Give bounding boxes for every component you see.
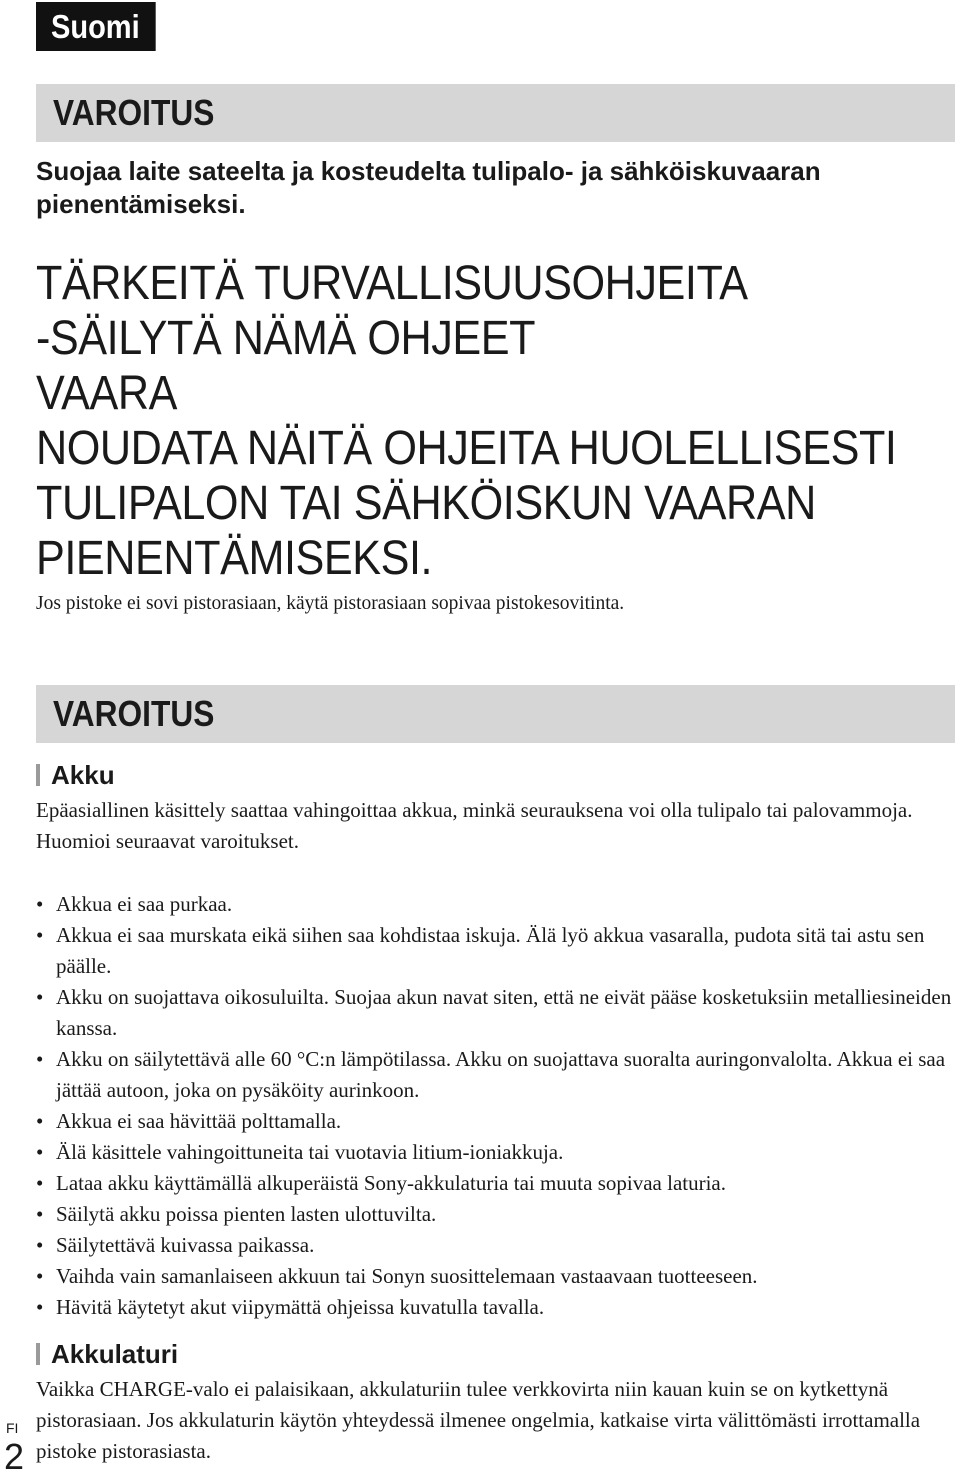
section-marker: [36, 1343, 40, 1365]
safety-heading-line: VAARA: [36, 367, 178, 420]
safety-instructions-heading: [36, 256, 956, 586]
charger-title: Akkulaturi: [51, 1338, 179, 1369]
safety-heading-line: NOUDATA NÄITÄ OHJEITA HUOLELLISESTI: [36, 422, 897, 475]
list-item: • Akkua ei saa hävittää polttamalla.: [36, 1106, 956, 1137]
safety-heading-line: TÄRKEITÄ TURVALLISUUSOHJEITA: [36, 257, 748, 310]
list-item: • Vaihda vain samanlaiseen akkuun tai Sonyn suosittelemaan vastaavaan tuotteeseen.: [36, 1261, 956, 1292]
language-tab: Suomi: [36, 2, 156, 51]
list-item: • Akkua ei saa murskata eikä siihen saa kohdistaa iskuja. Älä lyö akkua vasaralla, pudota sitä tai astu sen päälle.: [36, 920, 956, 982]
list-item: • Akku on säilytettävä alle 60 °C:n lämpötilassa. Akku on suojattava suoralta auringonvalolta. Akkua ei saa jättää autoon, joka on pysäköity aurinkoon.: [36, 1044, 956, 1106]
warning-banner: [36, 84, 955, 142]
plug-adapter-note: Jos pistoke ei sovi pistorasiaan, käytä pistorasiaan sopivaa pistokesovitinta.: [36, 593, 625, 614]
warning-heading: VAROITUS: [53, 693, 215, 734]
rain-warning-text: Suojaa laite sateelta ja kosteudelta tulipalo- ja sähköiskuvaaran pienentämiseksi.: [36, 156, 821, 219]
battery-section-heading: [36, 760, 115, 790]
battery-intro: Epäasiallinen käsittely saattaa vahingoittaa akkua, minkä seurauksena voi olla tulipalo tai palovammoja. Huomioi seuraavat varoitukset.: [36, 798, 913, 853]
safety-heading-line: PIENENTÄMISEKSI.: [36, 532, 433, 585]
list-item: • Säilytä akku poissa pienten lasten ulottuvilta.: [36, 1199, 956, 1230]
list-item: • Säilytettävä kuivassa paikassa.: [36, 1230, 956, 1261]
battery-title: Akku: [51, 759, 115, 790]
list-item: • Hävitä käytetyt akut viipymättä ohjeissa kuvatulla tavalla.: [36, 1292, 956, 1323]
section-marker: [36, 764, 40, 786]
page-language-code: FI: [6, 1420, 19, 1436]
list-item: • Lataa akku käyttämällä alkuperäistä Sony-akkulaturia tai muuta sopivaa laturia.: [36, 1168, 956, 1199]
warning-heading: VAROITUS: [53, 92, 215, 133]
list-item: • Akku on suojattava oikosuluilta. Suojaa akun navat siten, että ne eivät pääse kosketuksiin metalliesineiden kanssa.: [36, 982, 956, 1044]
charger-text: Vaikka CHARGE-valo ei palaisikaan, akkulaturiin tulee verkkovirta niin kauan kuin se on kytkettynä pistorasiaan. Jos akkulaturin käytön yhteydessä ilmenee ongelmia, katkaise virta välittömästi irrottamalla pistoke pistorasiasta.: [36, 1377, 921, 1463]
safety-heading-line: -SÄILYTÄ NÄMÄ OHJEET: [36, 312, 536, 365]
safety-heading-line: TULIPALON TAI SÄHKÖISKUN VAARAN: [36, 477, 816, 530]
warning-banner: [36, 685, 955, 743]
list-item: • Älä käsittele vahingoittuneita tai vuotavia litium-ioniakkuja.: [36, 1137, 956, 1168]
battery-warning-list: [36, 889, 956, 1323]
page-number: 2: [4, 1436, 25, 1477]
list-item: • Akkua ei saa purkaa.: [36, 889, 956, 920]
charger-section-heading: [36, 1339, 178, 1369]
